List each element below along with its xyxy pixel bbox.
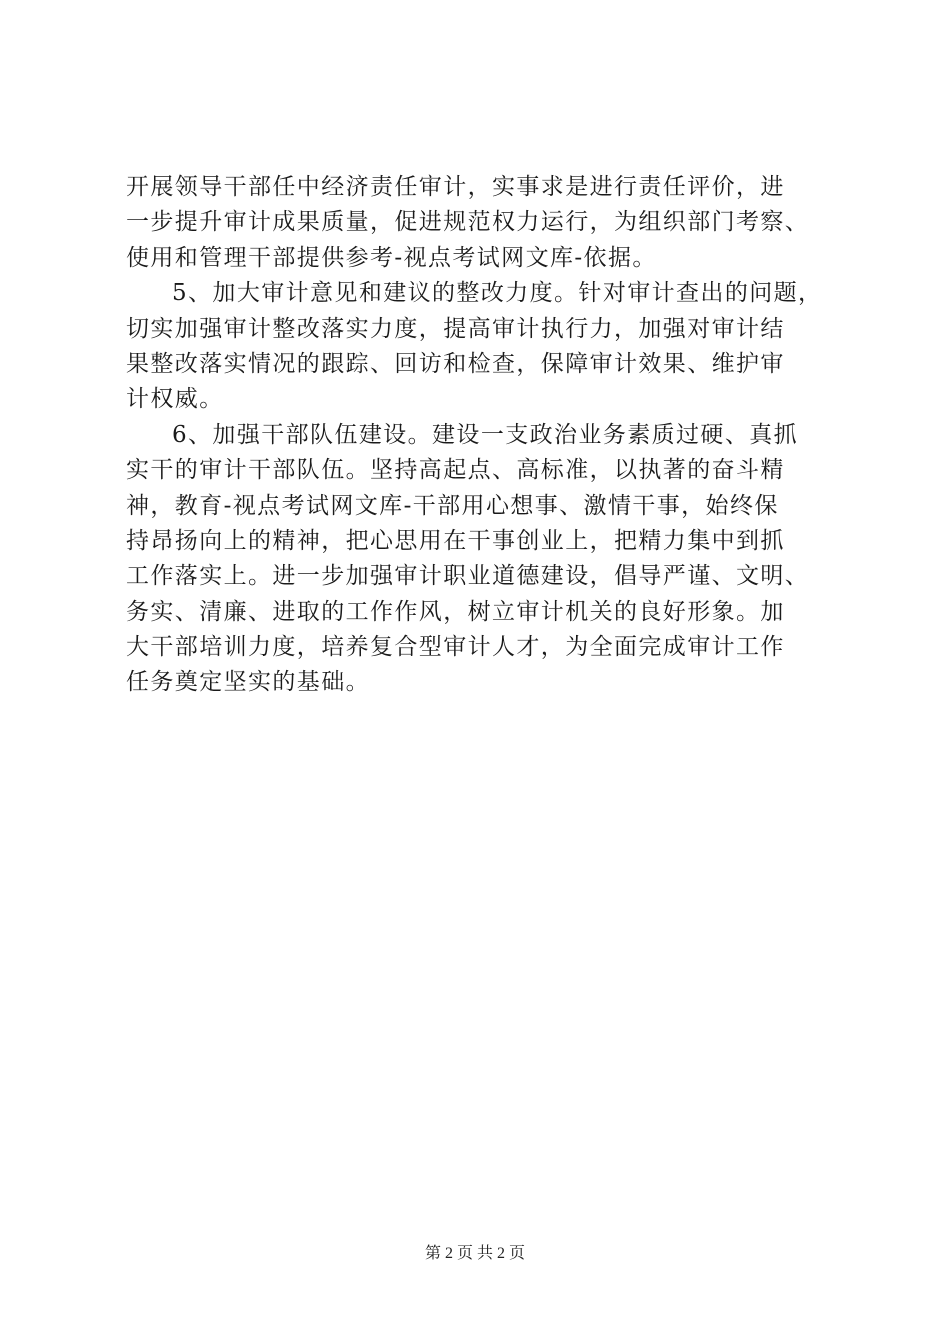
text-line: 一步提升审计成果质量，促进规范权力运行，为组织部门考察、 xyxy=(126,209,810,236)
text-line: 大干部培训力度，培养复合型审计人才，为全面完成审计工作 xyxy=(126,634,785,661)
text-line: 工作落实上。进一步加强审计职业道德建设，倡导严谨、文明、 xyxy=(126,563,810,590)
paragraph-start-line: 5、加大审计意见和建议的整改力度。针对审计查出的问题， xyxy=(172,280,823,307)
page-footer xyxy=(0,1244,950,1264)
text-line: 开展领导干部任中经济责任审计，实事求是进行责任评价，进 xyxy=(126,174,785,200)
text-line: 使用和管理干部提供参考-视点考试网文库-依据。 xyxy=(126,244,657,271)
text-line: 果整改落实情况的跟踪、回访和检查，保障审计效果、维护审 xyxy=(126,350,785,377)
text-line: 务实、清廉、进取的工作作风，树立审计机关的良好形象。加 xyxy=(126,598,785,625)
text-line: 切实加强审计整改落实力度，提高审计执行力，加强对审计结 xyxy=(126,315,785,342)
text-line: 实干的审计干部队伍。坚持高起点、高标准，以执著的奋斗精 xyxy=(126,457,785,484)
text-line: 计权威。 xyxy=(126,386,224,413)
paragraph-start-line: 6、加强干部队伍建设。建设一支政治业务素质过硬、真抓 xyxy=(172,421,799,448)
text-line: 神，教育-视点考试网文库-干部用心想事、激情干事，始终保 xyxy=(126,492,779,519)
text-line: 持昂扬向上的精神，把心思用在干事创业上，把精力集中到抓 xyxy=(126,527,785,554)
page-number-label: 第 2 页 共 2 页 xyxy=(424,1245,525,1262)
document-body xyxy=(126,170,846,701)
text-line: 任务奠定坚实的基础。 xyxy=(126,669,370,696)
